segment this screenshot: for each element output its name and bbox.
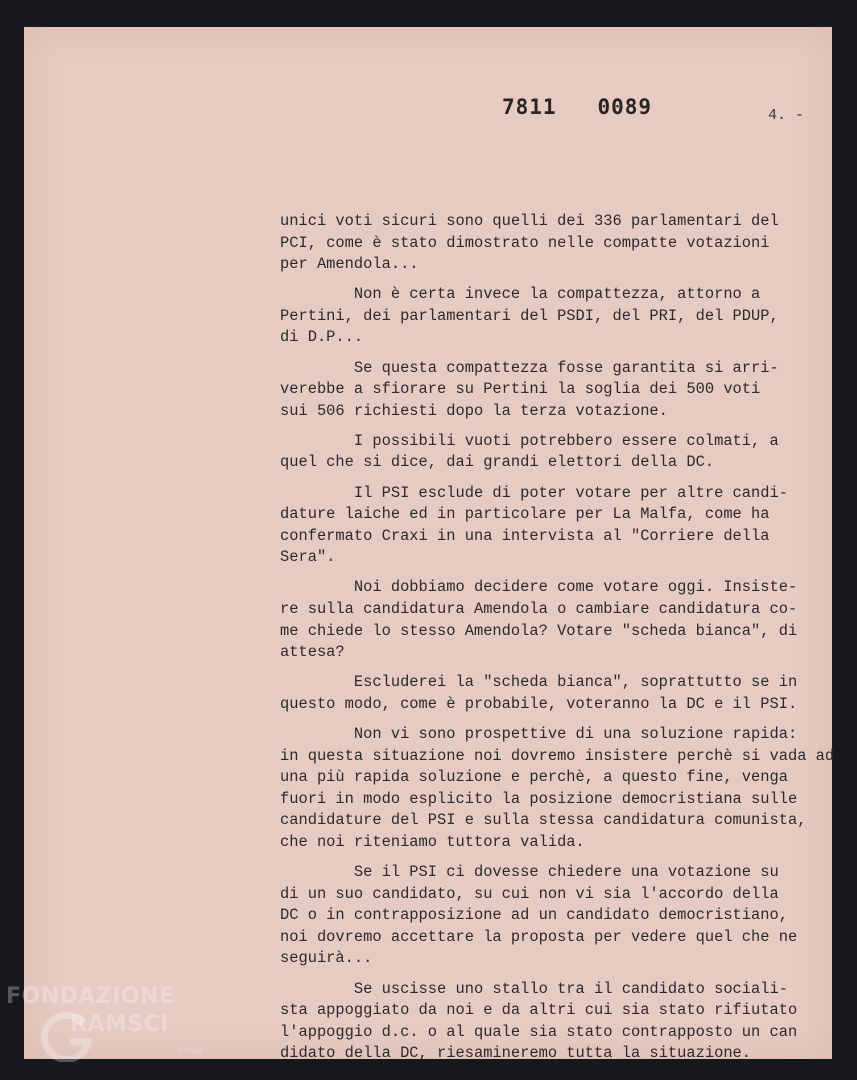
text-line: dature laiche ed in particolare per La Malfa, come ha xyxy=(280,505,770,524)
text-line: di un suo candidato, su cui non vi sia l'accordo della xyxy=(280,884,779,903)
watermark-line-3: onlus xyxy=(178,1046,203,1056)
watermark-line-2: RAMSCI xyxy=(70,1012,170,1037)
text-line: Il PSI esclude di poter votare per altre candi- xyxy=(280,483,788,502)
text-line: una più rapida soluzione e perchè, a questo fine, venga xyxy=(280,768,788,787)
text-line: fuori in modo esplicito la posizione democristiana sulle xyxy=(280,789,798,808)
text-line: sta appoggiato da noi e da altri cui sia stato rifiutato xyxy=(280,1001,798,1020)
watermark-line-1: FONDAZIONE xyxy=(6,984,175,1009)
text-line: Non è certa invece la compattezza, attorno a xyxy=(280,285,761,304)
paragraph xyxy=(280,672,857,715)
text-line: re sulla candidatura Amendola o cambiare candidatura co- xyxy=(280,600,798,618)
text-line: Pertini, dei parlamentari del PSDI, del PRI, del PDUP, xyxy=(280,306,779,325)
paragraph xyxy=(280,284,857,349)
text-line: candidature del PSI e sulla stessa candidatura comunista, xyxy=(280,811,807,830)
text-line: Se il PSI ci dovesse chiedere una votazione su xyxy=(280,863,779,882)
text-line: Sera". xyxy=(280,548,336,567)
text-line: confermato Craxi in una intervista al "Corriere della xyxy=(280,526,770,545)
paragraph xyxy=(280,862,857,970)
text-line: attesa? xyxy=(280,643,345,662)
document-body xyxy=(280,211,857,1073)
text-line: DC o in contrapposizione ad un candidato democristiano, xyxy=(280,906,788,925)
text-line: noi dovremo accettare la proposta per vedere quel che ne xyxy=(280,927,798,946)
text-line: per Amendola... xyxy=(280,255,419,274)
text-line: me chiede lo stesso Amendola? Votare "scheda bianca", di xyxy=(280,621,798,640)
text-line: I possibili vuoti potrebbero essere colmati, a xyxy=(280,431,779,450)
archive-stamp: 7811 0089 xyxy=(502,95,653,119)
paragraph xyxy=(280,211,857,276)
text-line: Escluderei la "scheda bianca", soprattutto se in xyxy=(280,673,798,692)
text-line: che noi riteniamo tuttora valida. xyxy=(280,832,585,851)
text-line: Se questa compattezza fosse garantita si arri- xyxy=(280,358,779,377)
document-page xyxy=(24,27,835,1063)
text-line: quel che si dice, dai grandi elettori della DC. xyxy=(280,453,715,472)
text-line: didato della DC, riesamineremo tutta la situazione. xyxy=(280,1044,752,1063)
text-line: l'appoggio d.c. o al quale sia stato contrapposto un can xyxy=(280,1022,798,1041)
text-line: sui 506 richiesti dopo la terza votazione. xyxy=(280,401,668,420)
text-line: unici voti sicuri sono quelli dei 336 parlamentari del xyxy=(280,212,779,230)
paragraph xyxy=(280,431,857,474)
text-line: verebbe a sfiorare su Pertini la soglia dei 500 voti xyxy=(280,380,761,399)
paragraph xyxy=(280,483,857,569)
text-line: PCI, come è stato dimostrato nelle compatte votazioni xyxy=(280,233,770,252)
text-line: in questa situazione noi dovremo insistere perchè si vada ad xyxy=(280,746,835,765)
text-line: Se uscisse uno stallo tra il candidato sociali- xyxy=(280,979,788,998)
paragraph xyxy=(280,979,857,1065)
text-line: questo modo, come è probabile, voteranno la DC e il PSI. xyxy=(280,694,798,713)
text-line: di D.P... xyxy=(280,328,364,347)
page-number: 4. - xyxy=(768,107,805,124)
text-line: Noi dobbiamo decidere come votare oggi. Insiste- xyxy=(280,578,798,597)
text-line: seguirà... xyxy=(280,949,373,968)
fondazione-gramsci-watermark xyxy=(6,984,216,1064)
paragraph xyxy=(280,724,857,854)
paragraph xyxy=(280,358,857,423)
paragraph xyxy=(280,577,857,663)
text-line: Non vi sono prospettive di una soluzione rapida: xyxy=(280,724,798,743)
